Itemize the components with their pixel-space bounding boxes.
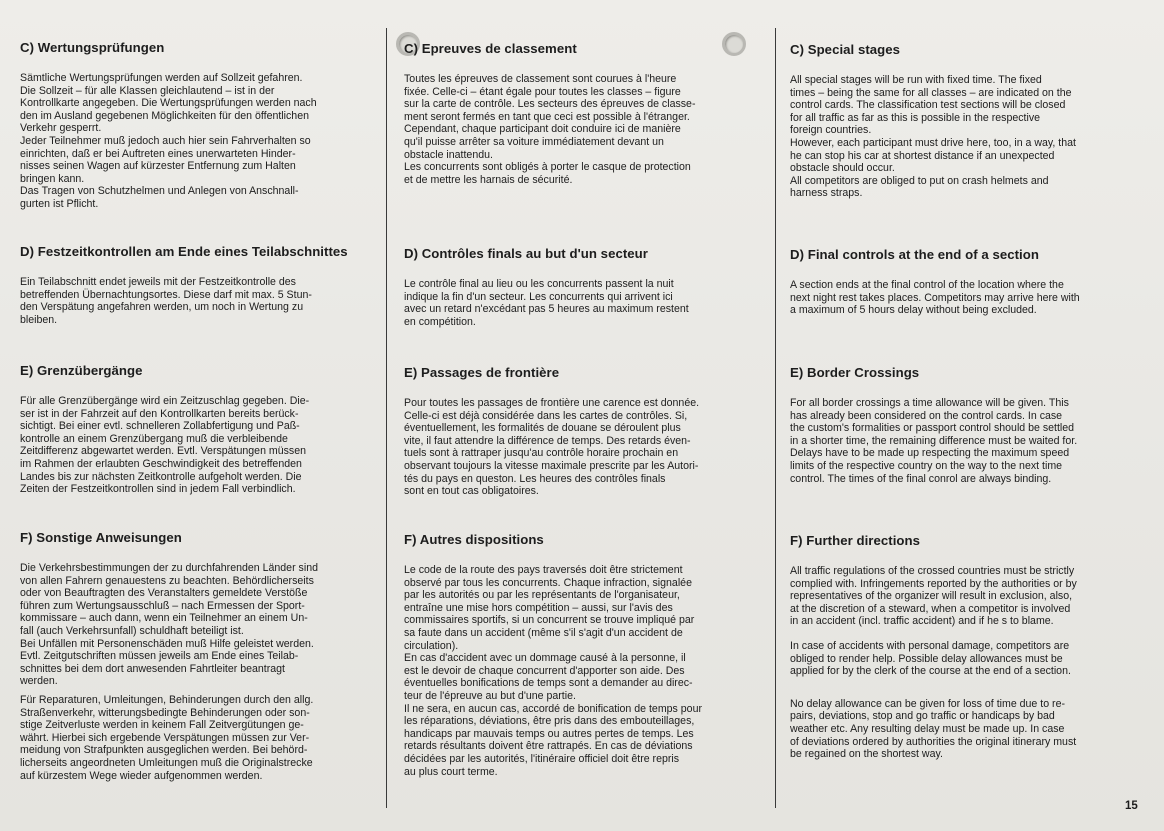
page-number: 15 xyxy=(1125,800,1138,812)
text-d-english: A section ends at the final control of the location where the next night rest takes places. Competitors may arrive here with a maximum of 5 hours delay without being excluded. xyxy=(790,279,1080,317)
section-f-french xyxy=(404,532,759,778)
section-e-french xyxy=(404,365,759,498)
text-f-german-1: Die Verkehrsbestimmungen der zu durchfahrenden Länder sind von allen Fahrern genauestens zu beachten. Behördlicherseits oder von Beauftragten des Veranstalters gemeldete Verstöße führen zum Wertungsausschluß – nach Ermessen der Sport- kommissare – auch dann, wenn ein Teilnehmer an einem Un- fall (auch Verkehrsunfall) schuldhaft beteiligt ist. Bei Unfällen mit Personenschäden muß Hilfe geleistet werden. Evtl. Zeitgutschriften müssen jeweils am Ende eines Teilab- schnittes bei dem dort anwesenden Fahrtleiter beantragt werden. xyxy=(20,562,318,688)
heading-e-french: E) Passages de frontière xyxy=(404,365,560,380)
heading-e-english: E) Border Crossings xyxy=(790,365,920,380)
heading-f-french: F) Autres dispositions xyxy=(404,532,544,547)
section-d-german xyxy=(20,244,372,326)
heading-f-german: F) Sonstige Anweisungen xyxy=(20,530,182,545)
english-column xyxy=(790,30,1145,810)
column-divider-1 xyxy=(386,28,387,808)
section-e-german xyxy=(20,363,372,496)
section-d-english xyxy=(790,247,1145,317)
text-f-english-1: All traffic regulations of the crossed countries must be strictly complied with. Infringements reported by the authorities or by representatives of the organizer will result in exclusion, also, at the discretion of a steward, when a competitor is involved in an accident (incl. traffic accident) and if he s to blame. xyxy=(790,565,1077,628)
text-f-french: Le code de la route des pays traversés doit être strictement observé par tous les concurrents. Chaque infraction, signalée par les autorités ou par les représentants de l'organisateur, entraîne une mise hors compétition – aussi, sur l'avis des commissaires sportifs, si un concurrent se trouve impliqué par sa faute dans un accident (même s'il s'agit d'un accident de circulation). En cas d'accident avec un dommage causé à la personne, il est le devoir de chaque concurrent d'apporter son aide. Des éventuelles bonifications de temps sont a demander au direc- teur de l'épreuve au but d'une partie. Il ne sera, en aucun cas, accordé de bonification de temps pour les réparations, déviations, être pris dans des embouteillages, handicaps par mauvais temps ou autres pertes de temps. Les retards résultants doivent être rattrapés. En cas de déviations décidées par les autorités, l'itinéraire officiel doit être repris au plus court terme. xyxy=(404,564,702,778)
german-column xyxy=(20,30,372,810)
heading-c-french: C) Epreuves de classement xyxy=(404,41,577,56)
section-c-french xyxy=(404,41,759,186)
section-e-english xyxy=(790,365,1145,485)
section-d-french xyxy=(404,246,759,328)
text-f-english-2: In case of accidents with personal damage, competitors are obliged to render help. Possible delay allowances must be applied for by the clerk of the course at the end of a section. xyxy=(790,639,1071,678)
heading-d-english: D) Final controls at the end of a section xyxy=(790,247,1039,262)
section-c-english xyxy=(790,42,1145,200)
text-f-english-3: No delay allowance can be given for loss of time due to re- pairs, deviations, stop and go traffic or handicaps by bad weather etc. Any resulting delay must be made up. In case of deviations ordered by authorities the original itinerary must be regained on the shortest way. xyxy=(790,697,1077,761)
heading-c-german: C) Wertungsprüfungen xyxy=(20,40,165,55)
text-c-english: All special stages will be run with fixed time. The fixed times – being the same for all classes – are indicated on the control cards. The classification test sections will be closed for all traffic as far as this is possible in the respective foreign countries. However, each participant must drive here, too, in a way, that he can stop his car at shortest distance if an unexpected obstacle should occur. All competitors are obliged to put on crash helmets and harness straps. xyxy=(790,74,1076,200)
text-f-german-2: Für Reparaturen, Umleitungen, Behinderungen durch den allg. Straßenverkehr, witterungsbedingte Behinderungen oder son- stige Zeitverluste werden in keinem Fall Zeitvergütungen ge- währt. Hierbei sich ergebende Verspätungen müssen zur Ver- meidung von Strafpunkten ausgeglichen werden. Bei behörd- licherseits angeordneten Umleitungen muß die Originalstrecke auf kürzestem Wege wieder aufgenommen werden. xyxy=(20,693,314,782)
text-e-french: Pour toutes les passages de frontière une carence est donnée. Celle-ci est déjà considérée dans les cartes de contrôles. Si, éventuellement, les formalités de douane se déroulent plus vite, il faut attendre la différence de temps. Des retards éven- tuels sont à rattraper jusqu'au contrôle horaire prochain en observant toujours la vitesse maximale prescrite par les Autori- tés du pays en queston. Les heures des contrôles finals sont en tout cas obligatoires. xyxy=(404,397,700,498)
text-d-french: Le contrôle final au lieu ou les concurrents passent la nuit indique la fin d'un secteur. Les concurrents qui arrivent ici avec un retard n'excédant pas 5 heures au maximum restent en compétition. xyxy=(404,278,689,328)
section-c-german xyxy=(20,40,372,211)
heading-e-german: E) Grenzübergänge xyxy=(20,363,143,378)
text-e-german: Für alle Grenzübergänge wird ein Zeitzuschlag gegeben. Die- ser ist in der Fahrzeit auf den Kontrollkarten bereits berück- sichtigt. Bei einer evtl. schnelleren Zollabfertigung und Paß- kontrolle an einem Grenzübergang muß die verbleibende Zeitdifferenz abgewartet werden. Evtl. Verspätungen müssen im Rahmen der erlaubten Geschwindigkeit des betreffenden Landes bis zur nächsten Zeitkontrolle aufgeholt werden. Die Zeiten der Festzeitkontrollen sind in jedem Fall verbindlich. xyxy=(20,395,310,496)
section-f-german xyxy=(20,530,372,782)
section-f-english xyxy=(790,533,1145,761)
text-e-english: For all border crossings a time allowance will be given. This has already been considered on the control cards. In case the custom's formalities or passport control should be settled in a shorter time, the remaining difference must be waited for. Delays have to be made up respecting the maximum speed limits of the respective country on the way to the next time control. The times of the final conrol are always binding. xyxy=(790,397,1078,485)
text-c-german: Sämtliche Wertungsprüfungen werden auf Sollzeit gefahren. Die Sollzeit – für alle Klassen gleichlautend – ist in der Kontrollkarte angegeben. Die Wertungsprüfungen werden nach den im Ausland gegebenen Möglichkeiten für den öffentlichen Verkehr gesperrt. Jeder Teilnehmer muß jedoch auch hier sein Fahrverhalten so einrichten, daß er bei Auftreten eines unerwarteten Hinder- nisses seinen Wagen auf kürzester Entfernung zum Halten bringen kann. Das Tragen von Schutzhelmen und Anlegen von Anschnall- gurten ist Pflicht. xyxy=(20,72,317,210)
french-column xyxy=(404,30,759,810)
text-c-french: Toutes les épreuves de classement sont courues à l'heure fixée. Celle-ci – étant égale pour toutes les classes – figure sur la carte de contrôle. Les secteurs des épreuves de classe- ment seront fermés en tant que ceci est possible à l'étranger. Cependant, chaque participant doit conduire ici de manière qu'il puisse arrêter sa voiture immédiatement devant un obstacle inattendu. Les concurrents sont obligés à porter le casque de protection et de mettre les harnais de sécurité. xyxy=(404,73,696,186)
heading-d-german: D) Festzeitkontrollen am Ende eines Teilabschnittes xyxy=(20,244,348,259)
heading-d-french: D) Contrôles finals au but d'un secteur xyxy=(404,246,648,261)
heading-c-english: C) Special stages xyxy=(790,42,901,57)
heading-f-english: F) Further directions xyxy=(790,533,921,548)
text-d-german: Ein Teilabschnitt endet jeweils mit der Festzeitkontrolle des betreffenden Übernachtungsortes. Diese darf mit max. 5 Stun- den Verspätung angefahren werden, um noch in Wertung zu bleiben. xyxy=(20,276,312,326)
column-divider-2 xyxy=(775,28,776,808)
